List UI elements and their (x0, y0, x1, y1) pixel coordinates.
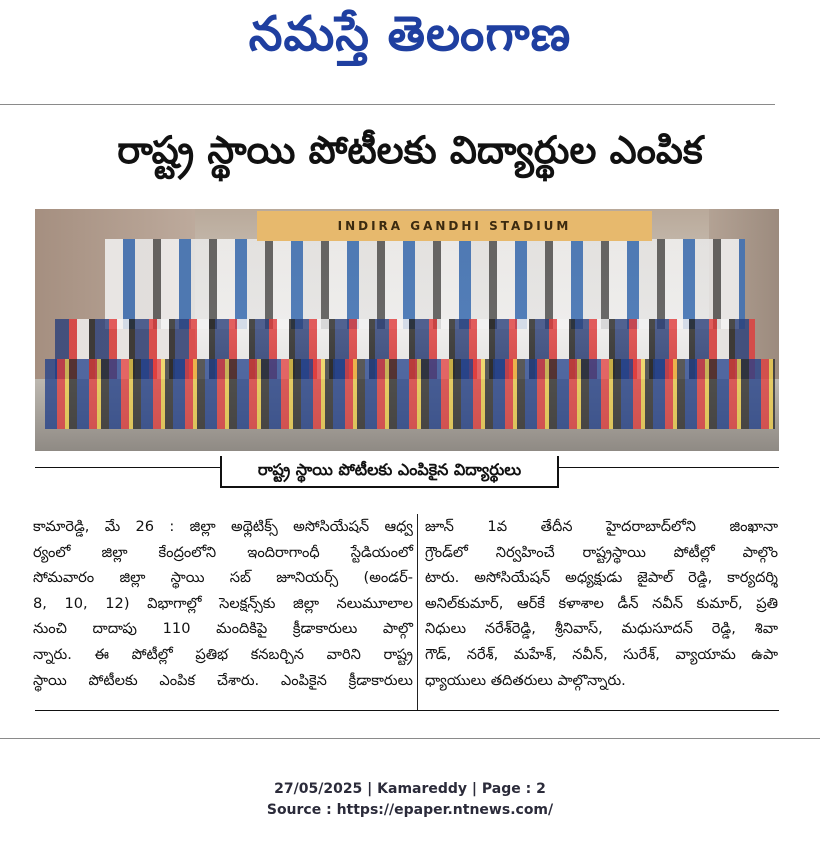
article-line: నుంచి దాదాపు 110 మందికిపై క్రీడాకారులు పాల్గొ (33, 620, 413, 638)
article-column-right (425, 514, 778, 693)
photo-group-seated (45, 359, 775, 429)
photo-group-standing (105, 239, 745, 329)
masthead-divider (0, 104, 775, 105)
caption-rule-right (557, 467, 779, 468)
article-line: స్థాయి పోటీలకు ఎంపిక చేశారు. ఎంపికైన క్రీడాకారులు (33, 671, 413, 689)
masthead (0, 0, 820, 80)
article-line: సోమవారం జిల్లా స్థాయి సబ్ జూనియర్స్ (అండర్- (33, 569, 413, 587)
article-line: జూన్ 1వ తేదీన హైదరాబాద్‌లోని జింఖానా (425, 518, 778, 535)
article-line: 8, 10, 12) విభాగాల్లో సెలక్షన్స్‌కు జిల్లా నలుమూలాల (33, 594, 413, 612)
article-line: అనిల్‌కుమార్, ఆర్‌కే కళాశాల డీన్ నవీన్ కుమార్, ప్రతి (425, 594, 778, 612)
article-line: గౌడ్, నరేశ్, మహేశ్, నవీన్, సురేశ్, వ్యాయామ ఉపా (425, 645, 778, 663)
article-line: న్నారు. ఈ పోటీల్లో ప్రతిభ కనబర్చిన వారిని రాష్ట్ర (33, 645, 413, 663)
article-line: నిధులు నరేశ్‌రెడ్డి, శ్రీనివాస్, మధుసూదన్ రెడ్డి, శివా (425, 620, 778, 638)
caption-rule-left (35, 467, 220, 468)
stadium-banner: INDIRA GANDHI STADIUM (257, 211, 652, 241)
footer-divider (0, 738, 820, 739)
article-line: ధ్యాయులు తదితరులు పాల్గొన్నారు. (425, 671, 626, 689)
article-line: ర్యంలో జిల్లా కేంద్రంలోని ఇందిరాగాంధీ స్టేడియంలో (33, 543, 413, 561)
article-photo (35, 209, 779, 451)
masthead-title: నమస్తే తెలంగాణ (248, 6, 572, 62)
footer-source: Source : https://epaper.ntnews.com/ (266, 802, 554, 818)
article-line: టారు. అసోసియేషన్ అధ్యక్షుడు జైపాల్ రెడ్డి, కార్యదర్శి (425, 569, 778, 587)
photo-caption: రాష్ట్ర స్థాయి పోటీలకు ఎంపికైన విద్యార్థులు (220, 456, 559, 488)
article-bottom-rule (35, 710, 779, 711)
article-headline: రాష్ట్ర స్థాయి పోటీలకు విద్యార్థుల ఎంపిక (117, 128, 703, 172)
footer-date-edition: 27/05/2025 | Kamareddy | Page : 2 (274, 781, 546, 797)
column-divider (417, 514, 418, 710)
article-column-left (33, 514, 413, 693)
article-line: గ్రౌండ్‌లో నిర్వహించే రాష్ట్రస్థాయి పోటీల్లో పాల్గొం (425, 543, 778, 561)
article-line: కామారెడ్డి, మే 26 : జిల్లా అథ్లెటిక్స్ అసోసియేషన్ ఆధ్వ (33, 518, 413, 535)
